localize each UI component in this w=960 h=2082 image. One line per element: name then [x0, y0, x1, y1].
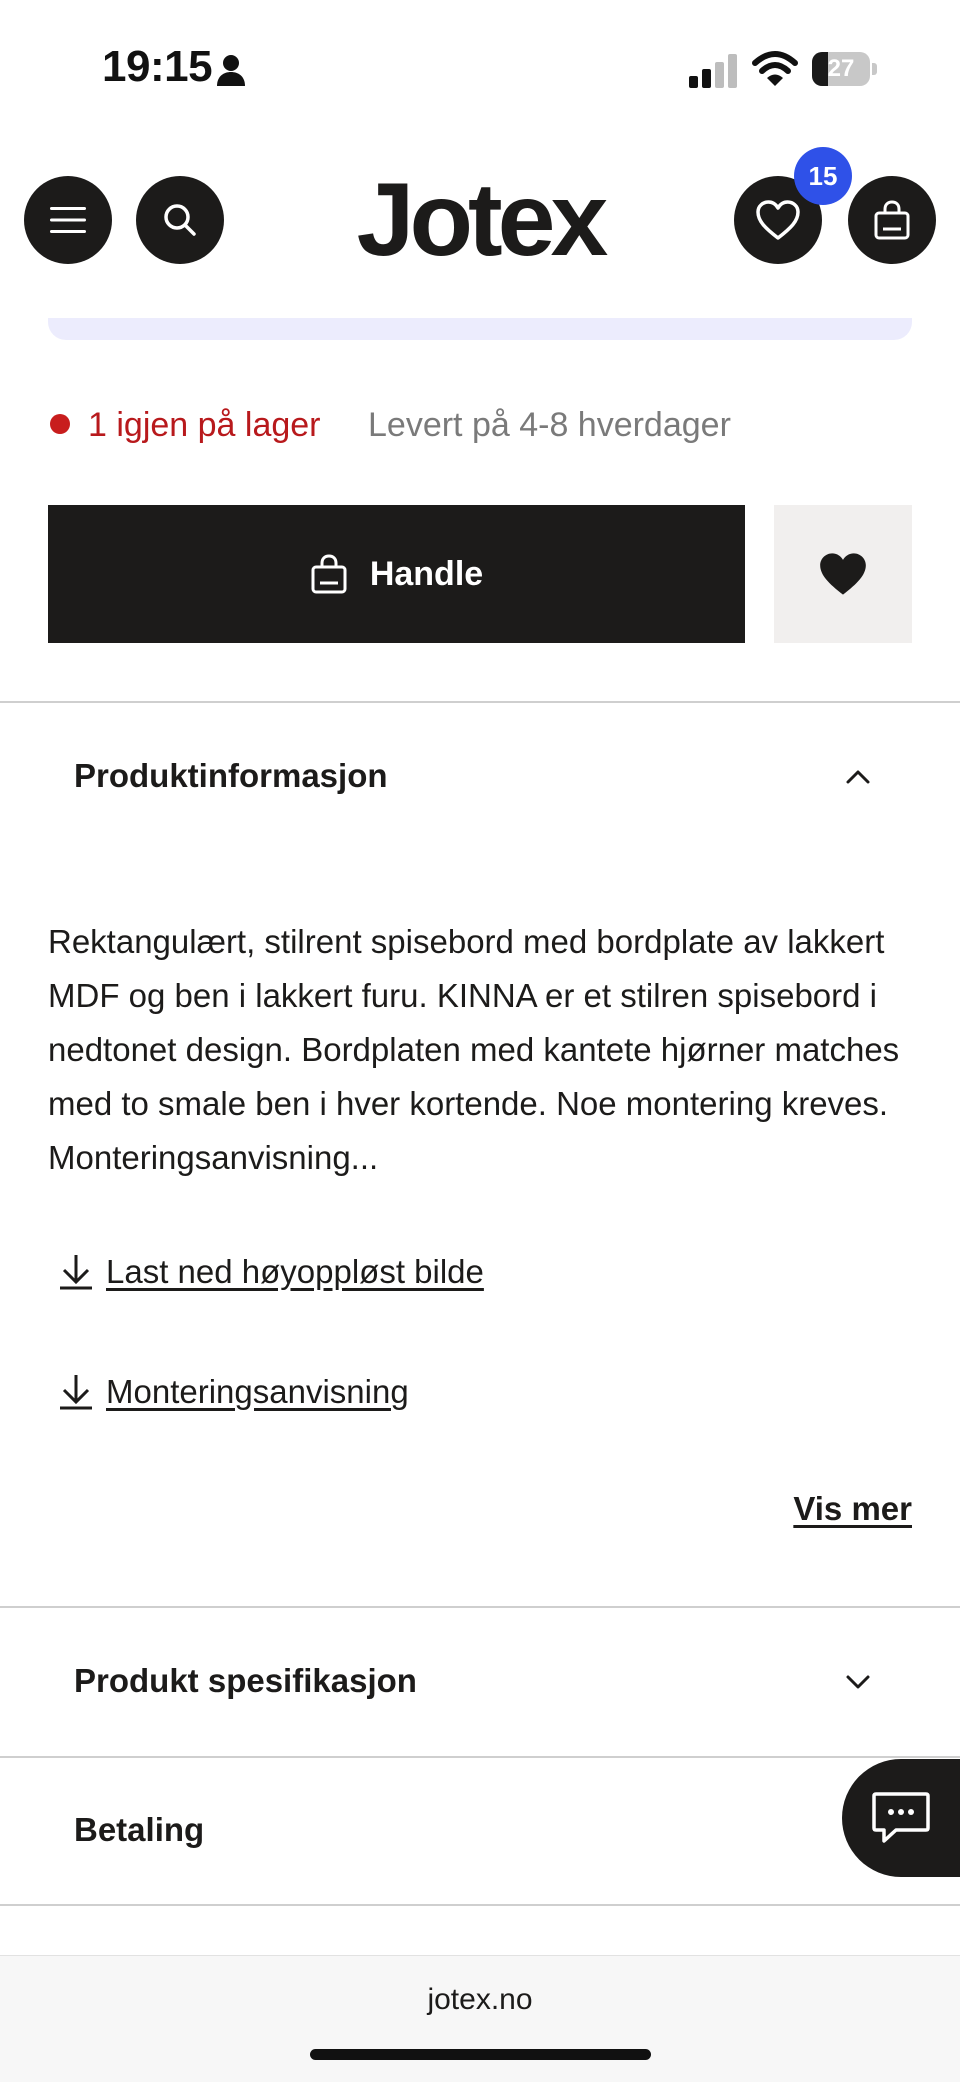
menu-button[interactable] [24, 176, 112, 264]
divider [0, 1904, 960, 1906]
delivery-time: Levert på 4-8 hverdager [368, 406, 731, 444]
signal-icon [689, 54, 739, 88]
product-info-title: Produktinformasjon [74, 757, 388, 794]
chat-icon [870, 1790, 932, 1846]
status-time: 19:15 [102, 42, 213, 91]
home-indicator [310, 2049, 651, 2060]
search-button[interactable] [136, 176, 224, 264]
stock-status: 1 igjen på lager [88, 406, 321, 444]
chevron-down-icon [838, 1662, 878, 1702]
show-more-link[interactable]: Vis mer [793, 1490, 912, 1527]
buy-button[interactable] [48, 505, 745, 643]
person-icon [216, 54, 246, 86]
info-banner-edge [48, 318, 912, 340]
product-info-accordion-header[interactable] [0, 702, 960, 852]
download-hires-image-label: Last ned høyoppløst bilde [106, 1253, 484, 1290]
product-description: Rektangulært, stilrent spisebord med bordplate av lakkert MDF og ben i lakkert furu. KINNA er et stilren spisebord i nedtonet design. Bordplaten med kantete hjørner matches med to smale ben i hver kortende. Noe montering kreves. Monteringsanvisning... [48, 923, 900, 1176]
favorites-count-badge: 15 [794, 147, 852, 205]
download-hires-image-link[interactable] [58, 1253, 484, 1291]
wifi-icon [752, 50, 798, 88]
battery-indicator [812, 52, 878, 88]
specification-title: Produkt spesifikasjon [74, 1662, 417, 1699]
heart-outline-icon [755, 199, 801, 241]
download-assembly-instructions-link[interactable] [58, 1373, 409, 1411]
buy-button-label: Handle [369, 554, 484, 593]
specification-accordion-header[interactable] [0, 1608, 960, 1756]
shopping-bag-icon [310, 553, 348, 595]
heart-filled-icon [818, 551, 868, 597]
browser-address-bar[interactable] [0, 1955, 960, 2082]
download-icon [58, 1253, 94, 1291]
payment-accordion-header[interactable] [0, 1758, 960, 1904]
battery-percent: 27 [827, 55, 855, 82]
download-icon [58, 1373, 94, 1411]
chat-button[interactable] [842, 1759, 960, 1877]
cart-button[interactable] [848, 176, 936, 264]
jotex-logo[interactable]: Jotex [356, 162, 604, 278]
hamburger-icon [50, 205, 86, 235]
shopping-bag-icon [873, 199, 911, 241]
search-icon [163, 203, 197, 237]
payment-title: Betaling [74, 1811, 205, 1848]
url-label: jotex.no [427, 1983, 533, 2016]
stock-status-dot [50, 414, 70, 434]
download-assembly-instructions-label: Monteringsanvisning [106, 1373, 409, 1410]
chevron-up-icon [838, 757, 878, 797]
add-to-wishlist-button[interactable] [774, 505, 912, 643]
